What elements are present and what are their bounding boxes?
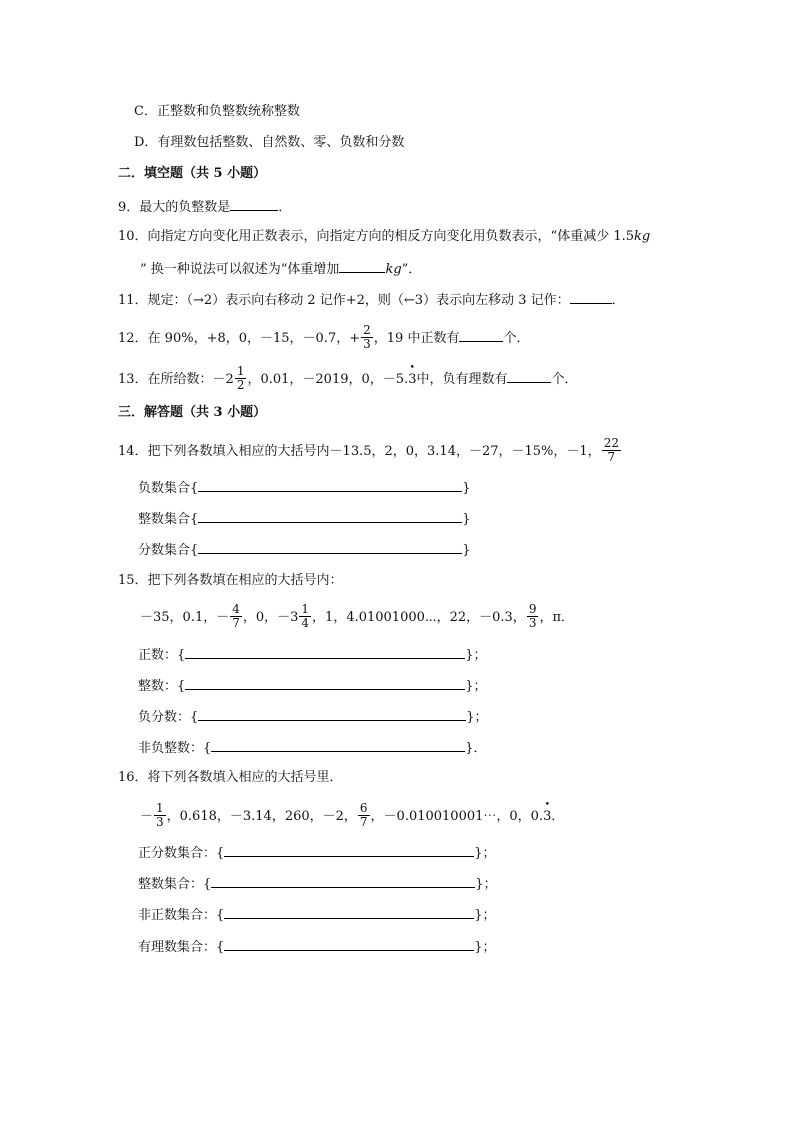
q16-f1-den: 3	[156, 815, 164, 829]
q12-frac-num: 2	[363, 323, 371, 337]
q15-set-blank[interactable]	[185, 644, 465, 659]
q13-end: 个．	[551, 372, 578, 387]
question-14	[118, 438, 622, 465]
q15-part-a: －35，0.1，－	[140, 610, 230, 625]
q13-repeating-digit: • 3	[408, 370, 416, 390]
q13-answer-blank[interactable]	[507, 368, 551, 383]
q14-frac-den: 7	[607, 450, 616, 464]
q15-set-close: }；	[465, 679, 487, 694]
q16-set-blank[interactable]	[224, 904, 474, 919]
q11-end: ．	[611, 293, 625, 308]
q16-set-close: }；	[475, 877, 497, 892]
q13-fraction	[235, 365, 247, 392]
q15-set-label: 非负整数：{	[138, 741, 212, 756]
q15-f3-num: 9	[528, 602, 537, 616]
q15-set-nonnegative-integer	[138, 737, 487, 759]
q12-fraction	[361, 324, 373, 351]
q14-set-fraction	[138, 539, 471, 561]
q10-unit-2: kg	[385, 262, 402, 277]
question-9	[118, 196, 291, 218]
question-11	[118, 289, 625, 311]
q15-set-blank[interactable]	[211, 737, 465, 752]
q15-f1-num: 4	[232, 602, 240, 616]
q15-set-close: }；	[466, 710, 488, 725]
q14-set-blank[interactable]	[198, 477, 462, 492]
q14-set-integer	[138, 508, 471, 530]
question-16-numbers	[140, 803, 564, 830]
q16-f2-num: 6	[359, 801, 368, 815]
q16-repeating-digit: • 3	[543, 807, 551, 827]
option-c: C．正整数和负整数统称整数	[134, 104, 300, 119]
q14-text: 14．把下列各数填入相应的大括号内－13.5，2，0，3.14，－27，－15%，－1，	[118, 444, 601, 459]
q15-f2-den: 4	[301, 616, 310, 630]
q14-set-close: }	[462, 481, 471, 496]
q15-set-integer	[138, 675, 487, 697]
q16-set-nonpositive	[138, 904, 496, 926]
q15-set-close: }．	[465, 741, 487, 756]
q15-set-negative-fraction	[138, 706, 488, 728]
q12-answer-blank[interactable]	[459, 327, 503, 342]
q15-fraction-1	[230, 603, 242, 630]
q16-f1-num: 1	[156, 801, 164, 815]
q10-line2-end: ”．	[401, 262, 422, 277]
q16-set-close: }；	[474, 908, 496, 923]
q15-set-positive	[138, 644, 487, 666]
q12-pre: 12．在 90%，+8，0，－15，－0.7，+	[118, 331, 361, 346]
q15-fraction-3	[527, 603, 539, 630]
q14-frac-num: 22	[603, 436, 619, 450]
q13-mid: ，0.01，－2019，0，－5.	[247, 372, 409, 387]
q15-set-label: 正数：{	[138, 648, 186, 663]
q16-fraction-2	[358, 802, 370, 829]
q11-answer-blank[interactable]	[570, 289, 612, 304]
q16-set-integer	[138, 873, 497, 895]
q16-set-close: }；	[474, 846, 496, 861]
q10-line2-start: ” 换一种说法可以叙述为“体重增加	[140, 262, 340, 277]
q14-set-negative	[138, 477, 471, 499]
q16-set-close: }；	[474, 940, 496, 955]
q16-set-rational	[138, 936, 496, 958]
q14-set-label: 整数集合{	[138, 512, 199, 527]
q16-set-label: 正分数集合：{	[138, 846, 225, 861]
q12-end: 个．	[503, 331, 530, 346]
q13-frac-num: 1	[236, 364, 245, 378]
question-16-title: 16．将下列各数填入相应的大括号里．	[118, 770, 343, 785]
q14-set-blank[interactable]	[198, 539, 462, 554]
q13-frac-den: 2	[236, 378, 245, 392]
q15-f1-den: 7	[232, 616, 240, 630]
q16-set-blank[interactable]	[211, 873, 475, 888]
q16-fraction-1	[154, 802, 166, 829]
q16-set-blank[interactable]	[224, 842, 474, 857]
q16-part-b: ，0.618，－3.14，260，－2，	[166, 809, 357, 824]
question-10-line1	[118, 227, 650, 247]
question-10-line2	[140, 258, 421, 280]
q15-part-b: ，0，－3	[242, 610, 299, 625]
q16-set-label: 整数集合：{	[138, 877, 212, 892]
q14-set-close: }	[462, 512, 471, 527]
q16-part-a: －	[140, 809, 154, 824]
option-d: D．有理数包括整数、自然数、零、负数和分数	[134, 135, 405, 150]
q15-set-blank[interactable]	[185, 675, 465, 690]
q12-post: ，19 中正数有	[373, 331, 460, 346]
q16-f2-den: 7	[359, 815, 368, 829]
q14-set-label: 分数集合{	[138, 543, 199, 558]
q14-set-label: 负数集合{	[138, 481, 199, 496]
q14-set-blank[interactable]	[198, 508, 462, 523]
q15-set-close: }；	[465, 648, 487, 663]
q9-text: 9．最大的负整数是	[118, 200, 231, 215]
q10-line1: 10．向指定方向变化用正数表示，向指定方向的相反方向变化用负数表示，“体重减少 1.5	[118, 229, 634, 244]
q10-answer-blank[interactable]	[339, 258, 385, 273]
q16-part-d: ．	[551, 809, 565, 824]
q11-text: 11．规定：（→2）表示向右移动 2 记作+2，则（←3）表示向左移动 3 记作：	[118, 293, 570, 308]
q13-pre: 13．在所给数：－2	[118, 372, 234, 387]
q12-frac-den: 3	[363, 337, 371, 351]
q15-part-d: ，π．	[539, 610, 574, 625]
q15-part-c: ，1，4.01001000⋯，22，－0.3，	[312, 610, 526, 625]
q16-part-c: ，－0.010010001⋯，0，0.	[370, 809, 544, 824]
question-13	[118, 366, 578, 393]
q15-set-label: 负分数：{	[138, 710, 199, 725]
q10-unit: kg	[634, 229, 651, 244]
q14-set-close: }	[462, 543, 471, 558]
question-15-title: 15．把下列各数填在相应的大括号内：	[118, 573, 343, 588]
q16-set-label: 有理数集合：{	[138, 940, 225, 955]
q13-post: 中，负有理数有	[416, 372, 508, 387]
q9-answer-blank[interactable]	[230, 196, 278, 211]
question-15-numbers	[140, 604, 574, 631]
q16-set-label: 非正数集合：{	[138, 908, 225, 923]
section-title-fill-blank: 二．填空题（共 5 小题）	[118, 166, 267, 181]
q15-set-blank[interactable]	[198, 706, 466, 721]
q9-end: ．	[278, 200, 292, 215]
q16-set-positive-fraction	[138, 842, 496, 864]
section-title-solve: 三．解答题（共 3 小题）	[118, 405, 267, 420]
q15-set-label: 整数：{	[138, 679, 186, 694]
q14-fraction	[602, 437, 621, 464]
q16-set-blank[interactable]	[224, 936, 474, 951]
question-12	[118, 325, 529, 352]
q15-f3-den: 3	[528, 616, 537, 630]
q15-fraction-2	[299, 603, 311, 630]
q15-f2-num: 1	[301, 602, 310, 616]
